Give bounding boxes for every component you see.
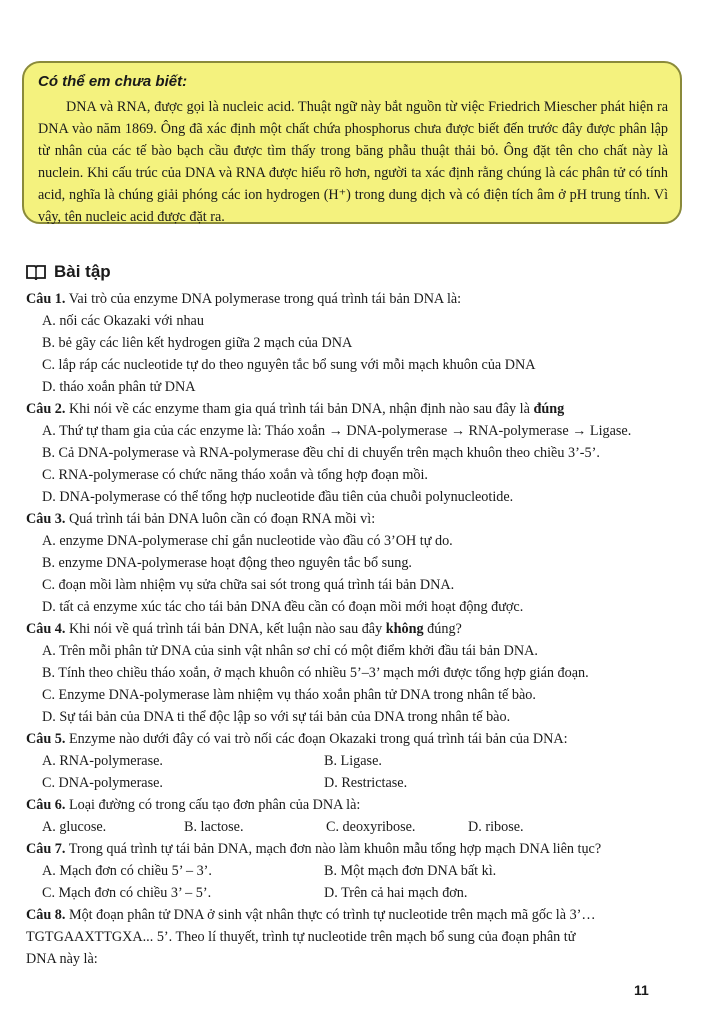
answer-option: D. DNA-polymerase có thể tổng hợp nucleotide đầu tiên của chuỗi polynucleotide. (42, 489, 514, 505)
answer-option: C. Enzyme DNA-polymerase làm nhiệm vụ tháo xoắn phân tử DNA trong nhân tế bào. (42, 687, 536, 703)
answer-row (26, 882, 668, 904)
question-label: Câu 8. (26, 907, 66, 923)
book-icon (26, 264, 46, 280)
info-line: trước đây được phân lập từ nhân của các tế bào bạch cầu được tìm thấy trong băng phẫu thuật thải (38, 121, 668, 159)
info-line: trong dung dịch và có điện tích âm ở pH trung tính. Vì vậy, tên nucleic acid được đặt ra. (38, 187, 669, 225)
answer-option: D. Restrictase. (324, 775, 408, 791)
answer-option: B. bẻ gãy các liên kết hydrogen giữa 2 mạch của DNA (42, 335, 353, 351)
question-label: Câu 7. (26, 841, 66, 857)
answer-row (26, 816, 668, 838)
info-box (22, 61, 682, 224)
answer-option: B. Cả DNA-polymerase và RNA-polymerase đều chỉ di chuyển trên mạch khuôn theo chiều 3’-5’. (42, 445, 600, 461)
section-heading (26, 262, 111, 282)
answer-option: C. RNA-polymerase có chức năng tháo xoắn và tổng hợp đoạn mồi. (42, 467, 428, 483)
info-line: bỏ. Ông đặt tên cho chất này là nuclein. Khi cấu trúc của DNA và RNA được hiểu rõ hơn, người ta (38, 143, 669, 181)
answer-option: A. enzyme DNA-polymerase chỉ gắn nucleotide vào đầu có 3’OH tự do. (42, 533, 453, 549)
question-text: Khi nói về các enzyme tham gia quá trình tái bản DNA, nhận định nào sau đây là (65, 401, 534, 417)
question-label: Câu 5. (26, 731, 66, 747)
question-text: Một đoạn phân tử DNA ở sinh vật nhân thực có trình tự nucleotide trên mạch mã gốc là 3’… (65, 907, 596, 923)
question-label: Câu 4. (26, 621, 66, 637)
answer-option: B. enzyme DNA-polymerase hoạt động theo nguyên tắc bổ sung. (42, 555, 412, 571)
question-4 (26, 618, 668, 640)
question-5 (26, 728, 668, 750)
question-label: Câu 2. (26, 401, 66, 417)
answer-option: A. glucose. (42, 819, 107, 835)
answer-option: B. Ligase. (324, 753, 382, 769)
info-box-body (38, 96, 668, 228)
question-6 (26, 794, 668, 816)
answer-option: A. Mạch đơn có chiều 5’ – 3’. (42, 863, 212, 879)
info-line: phát hiện ra DNA vào năm 1869. Ông đã xác định một chất chứa phosphorus chưa được biết đến (38, 99, 668, 137)
question-3 (26, 508, 668, 530)
question-text: DNA này là: (26, 951, 98, 967)
question-emphasis: đúng (533, 401, 565, 417)
answer-row (26, 772, 668, 794)
info-line: xác định rằng chúng là các phân tử có tính acid, nghĩa là chúng giải phóng các ion hydrogen (H⁺) (38, 165, 668, 203)
answer-option: B. lactose. (184, 819, 244, 835)
exercise-list (26, 288, 668, 970)
answer-option: A. Trên mỗi phân tử DNA của sinh vật nhân sơ chỉ có một điểm khởi đầu tái bản DNA. (42, 643, 538, 659)
info-box-title: Có thể em chưa biết: (38, 73, 188, 90)
question-7 (26, 838, 668, 860)
question-label: Câu 1. (26, 291, 66, 307)
question-label: Câu 3. (26, 511, 66, 527)
question-text: Vai trò của enzyme DNA polymerase trong quá trình tái bản DNA là: (65, 291, 462, 307)
answer-option: A. Thứ tự tham gia của các enzyme là: Tháo xoắn → DNA-polymerase → RNA-polymerase → Ligase. (42, 423, 632, 439)
question-text: Khi nói về quá trình tái bản DNA, kết luận nào sau đây (65, 621, 386, 637)
question-text: Quá trình tái bản DNA luôn cần có đoạn RNA mồi vì: (65, 511, 376, 527)
answer-option: B. Một mạch đơn DNA bất kì. (324, 863, 497, 879)
answer-row (26, 750, 668, 772)
question-text: TGTGAAXTTGXA... 5’. Theo lí thuyết, trình tự nucleotide trên mạch bổ sung của đoạn phân tử (26, 929, 576, 945)
answer-option: C. Mạch đơn có chiều 3’ – 5’. (42, 885, 212, 901)
answer-option: A. RNA-polymerase. (42, 753, 163, 769)
answer-option: D. ribose. (468, 819, 524, 835)
answer-option: C. đoạn mồi làm nhiệm vụ sửa chữa sai sót trong quá trình tái bản DNA. (42, 577, 455, 593)
answer-option: D. Trên cả hai mạch đơn. (324, 885, 468, 901)
answer-option: D. tháo xoắn phân tử DNA (42, 379, 196, 395)
answer-option: A. nối các Okazaki với nhau (42, 313, 204, 329)
answer-option: B. Tính theo chiều tháo xoắn, ở mạch khuôn có nhiều 5’–3’ mạch mới được tổng hợp gián đoạn. (42, 665, 589, 681)
answer-option: C. deoxyribose. (326, 819, 416, 835)
question-text-tail: đúng? (423, 621, 462, 637)
page-number: 11 (634, 982, 649, 998)
question-label: Câu 6. (26, 797, 66, 813)
question-text: Trong quá trình tự tái bản DNA, mạch đơn nào làm khuôn mẫu tổng hợp mạch DNA liên tục? (65, 841, 602, 857)
answer-option: D. tất cả enzyme xúc tác cho tái bản DNA đều cần có đoạn mồi mới hoạt động được. (42, 599, 524, 615)
answer-option: C. DNA-polymerase. (42, 775, 163, 791)
info-line: DNA và RNA, được gọi là nucleic acid. Thuật ngữ này bắt nguồn từ việc Friedrich Miescher (66, 99, 597, 115)
section-title: Bài tập (54, 262, 111, 281)
question-text: Loại đường có trong cấu tạo đơn phân của DNA là: (65, 797, 361, 813)
question-text: Enzyme nào dưới đây có vai trò nối các đoạn Okazaki trong quá trình tái bản của DNA: (65, 731, 568, 747)
answer-option: C. lắp ráp các nucleotide tự do theo nguyên tắc bổ sung với mỗi mạch khuôn của DNA (42, 357, 536, 373)
question-2 (26, 398, 668, 420)
answer-row (26, 860, 668, 882)
question-emphasis: không (385, 621, 424, 637)
question-1 (26, 288, 668, 310)
question-8 (26, 904, 668, 926)
answer-option: D. Sự tái bản của DNA ti thể độc lập so với sự tái bản của DNA trong nhân tế bào. (42, 709, 511, 725)
